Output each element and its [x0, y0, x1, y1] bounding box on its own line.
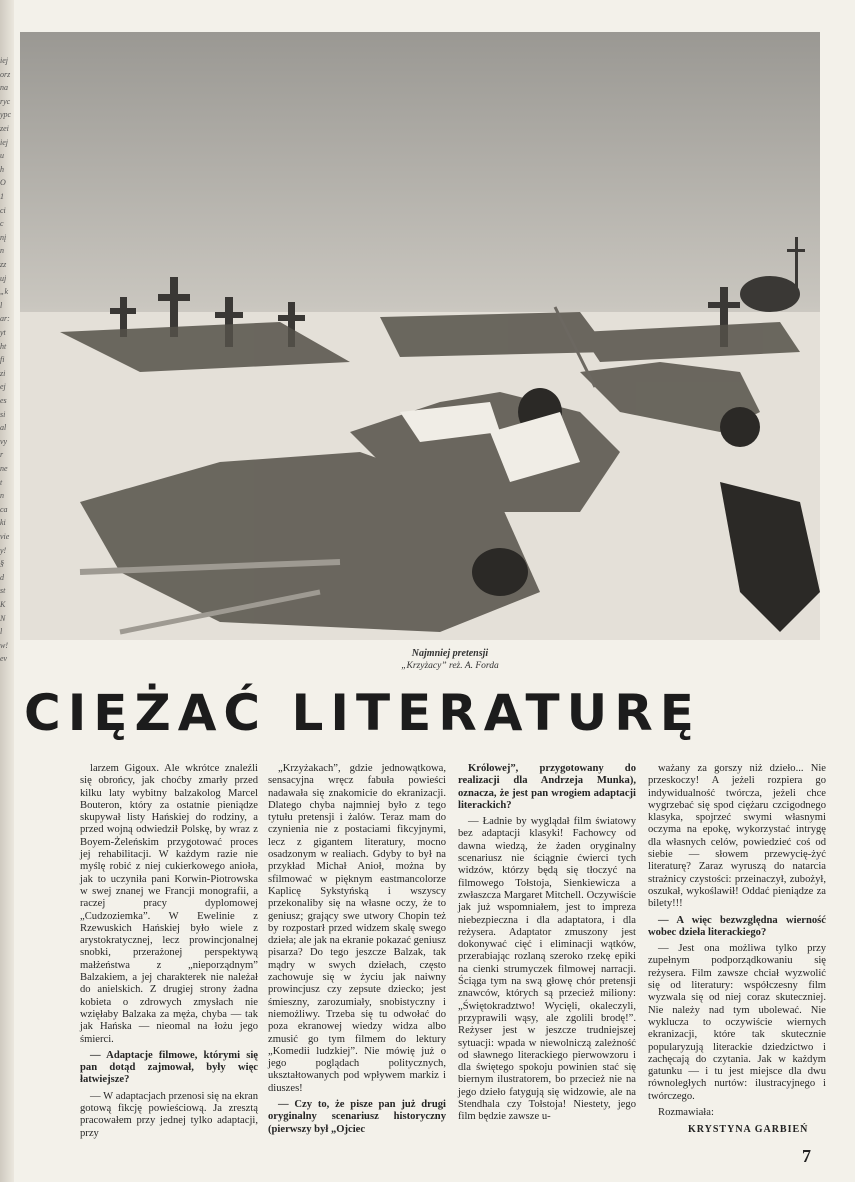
photo-caption-title: Najmniej pretensji — [411, 648, 489, 659]
adjacent-page-fragment: O — [0, 178, 6, 188]
adjacent-page-fragment: n — [0, 491, 4, 501]
article-column-3 — [458, 763, 636, 1128]
article-column-2 — [268, 763, 446, 1140]
adjacent-page-fragment: yt — [0, 328, 6, 337]
adjacent-page-fragment: c — [0, 219, 4, 229]
adjacent-page-fragment: ar: — [0, 314, 10, 324]
adjacent-page-fragment: ht — [0, 341, 7, 351]
adjacent-page-fragment: uj — [0, 273, 7, 283]
adjacent-page-fragment: y! — [0, 545, 7, 555]
adjacent-page-fragment: zz — [0, 260, 7, 269]
adjacent-page-fragment: ki — [0, 518, 6, 528]
adjacent-page-fragment: st — [0, 586, 6, 596]
adjacent-page-fragment: nį — [0, 232, 7, 242]
article-paragraph: — Jest ona możliwa tylko przy zupełnym podporządkowaniu się reżysera. Film zawsze chciał wyzwolić się od literatury: współczesny film wyzwala się od niej coraz skuteczniej. Nie należy nad tym ubolewać. Nie wyklucza to oczywiście wiernych ekranizacji, które tak skutecznie popularyzują literackie dziedzictwo i zachęcają do czytania. Jak w każdym gatunku — i tu jest miejsce dla dwu równoległych nurtów: ilustracyjnego i twórczego. — [648, 943, 826, 1102]
adjacent-page-fragment: es — [0, 396, 7, 405]
adjacent-page-fragment: N — [0, 613, 6, 623]
article-paragraph: — W adaptacjach przenosi się na ekran gotową fikcję powieściową. Ja zresztą pracowałem przy jednej tylko adaptacji, przy — [80, 1090, 258, 1139]
adjacent-page-fragment: ypc — [0, 110, 12, 120]
adjacent-page-fragment: t — [0, 477, 3, 487]
adjacent-page-fragment: vy — [0, 436, 8, 446]
adjacent-page-fragment: zei — [0, 124, 9, 133]
adjacent-page-fragment: n — [0, 246, 4, 256]
adjacent-page-fragment: r — [0, 450, 4, 460]
film-still-photo — [20, 32, 820, 640]
interview-question: — Adaptacje filmowe, którymi się pan dotąd zajmował, były więc łatwiejsze? — [80, 1049, 258, 1086]
article-paragraph: ważany za gorszy niż dzieło... Nie przeskoczy! A jeżeli rozpiera go indywidualność twórcza, jeżeli chce wygrzebać się spod ciężaru czcigodnego klasyka, spojrzeć swymi własnymi oczyma na epokę, wykorzystać intrygę dla własnych celów, powiedzieć coś od siebie — słowem przewycię-żyć literaturę? Zaraz wyruszą do natarcia strażnicy czystości: przeinaczył, zubożył, oszukał, wykoślawił! Oddać pieniądze za bilety!!! — [648, 763, 826, 910]
adjacent-page-fragment: iej — [0, 137, 8, 147]
adjacent-page-fragment: iej — [0, 56, 8, 65]
adjacent-page-fragment: d — [0, 572, 4, 582]
adjacent-page-fragment: „k — [0, 287, 8, 297]
adjacent-page-fragment: h — [0, 164, 4, 174]
adjacent-page-fragment: ev — [0, 654, 8, 664]
adjacent-page-fragment: K — [0, 600, 6, 609]
adjacent-page-fragment: l — [0, 627, 3, 637]
article-paragraph: — Ładnie by wyglądał film światowy bez adaptacji klasyki! Fachowcy od dawna wiedzą, że żaden oryginalny scenariusz nie ściągnie ćwierci tych widzów, którzy będą się tłoczyć na filmowego Tołstoja, Sienkiewicza a zwłaszcza Margaret Mitchell. Oczywiście jak już wspomniałem, jest to impreza niebezpieczna i dla adaptatora, i dla reżysera. Adaptator zmuszony jest dokonywać cięć i eliminacji wątków, przerabiając rozlaną szeroko rzekę epiki na cienki strumyczek filmowej narracji. Ściąga tym na swą głowę chór pretensji znawców, których są przecież miliony: „Świętokradztwo! Wycięli, okaleczyli, przyprawili wąsy, ale zgolili brodę!”. Reżyser jest w jeszcze trudniejszej sytuacji: wpada w niewolniczą zależność od sławnego literackiego pierwowzoru i dla świętego spokoju powinien stać się biernym ilustratorem, bo przecież nie na jego dzieło fatygują się widzowie, ale na Stendhala czy Tołstoja! Niestety, jego film będzie zawsze u- — [458, 816, 636, 1123]
page-number: 7 — [802, 1146, 811, 1166]
adjacent-page-fragment: ca — [0, 504, 8, 514]
adjacent-page-fragment: w! — [0, 640, 8, 650]
adjacent-page-fragment: u — [0, 151, 4, 161]
adjacent-page-fragment: na — [0, 83, 8, 93]
adjacent-page-fragment: fi — [0, 355, 5, 365]
adjacent-page-fragment: § — [0, 559, 4, 569]
adjacent-page-fragment: zi — [0, 368, 6, 378]
photo-caption-credit: „Krzyżacy” reż. A. Forda — [401, 661, 499, 671]
adjacent-page-fragment: ci — [0, 205, 6, 215]
interview-question: — Czy to, że pisze pan już drugi oryginalny scenariusz historyczny (pierwszy był „Ojciec — [268, 1099, 446, 1135]
article-column-4 — [648, 763, 826, 1123]
article-headline: CIĘŻAĆ LITERATURĘ — [24, 684, 701, 742]
article-column-1 — [80, 763, 258, 1144]
adjacent-page-fragment: l — [0, 300, 3, 310]
adjacent-page-fragment: ej — [0, 382, 6, 392]
author-byline: KRYSTYNA GARBIEŃ — [688, 1124, 809, 1135]
adjacent-page-fragment: ryc — [0, 96, 11, 106]
adjacent-page-fragment: ne — [0, 464, 8, 473]
article-paragraph: Rozmawiała: — [658, 1107, 714, 1119]
interview-question: — A więc bezwzględna wierność wobec dzieła literackiego? — [648, 914, 826, 938]
article-paragraph: larzem Gigoux. Ale wkrótce znaleźli się obrońcy, jak choćby zmarły przed kilku laty wybitny balzakolog Marcel Bouteron, który za ostatnie pieniądze skupywał listy Hańskiej do rodziny, a przed wojną odwiedził Polskę, by wraz z Boyem-Żeleńskim przygotować proces jej rehabilitacji. W każdym razie nie myślę robić z niej cukierkowego anioła, jak to uczyniła pani Korwin-Piotrowska w swej znanej we Francji monografii, a raczej pracy dyplomowej „Cudzoziemka”. W Ewelinie z Rzewuskich Hańskiej było wiele z arystokratycznej, lecz prowincjonalnej snobki, przerażonej perspektywą małżeństwa z „nieporządnym” Balzakiem, a jej charakterek nie należał do anielskich. Z drugiej strony żadna kobieta o zdrowych zmysłach nie wzięłaby Balzaka za męża, chyba — tak jak Hańska — nieomal na łożu jego śmierci. — [80, 763, 258, 1045]
adjacent-page-fragment: vie — [0, 532, 10, 541]
adjacent-page-fragment: al — [0, 423, 7, 433]
adjacent-page-fragment: si — [0, 409, 6, 419]
adjacent-page-fragment: 1 — [0, 192, 4, 201]
article-paragraph: „Krzyżakach”, gdzie jednowątkowa, sensacyjna wręcz fabuła powieści nadawała się znakomicie do ekranizacji. Dlatego chyba najmniej było z tego tytułu pretensji i żalów. Teraz mam do czynienia nie z postaciami fikcyjnymi, lecz z gigantem literatury, mocno osadzonym w realiach. Gdyby to był na przykład Michał Anioł, można by sfilmować w pięknym eastmancolorze Kaplicę Sykstyńską i wszyscy przekonaliby się na własne oczy, że to geniusz; grający swe utwory Chopin też by rozpostarł przed widzem skalę swego dzieła; ale jak na ekranie pokazać geniusz pisarza? Do tego jeszcze Balzak, tak mądry w swych dziełach, często zachowuje się w życiu jak naiwny prowincjusz czy zepsute dziecko; jest śmieszny, zarozumiały, snobistyczny i niemożliwy. Trzeba się tu odwołać do poza ekranowej wiedzy widza albo zmusić go tym filmem do lektury „Komedii ludzkiej”. Nie mówię już o jego poglądach politycznych, ukształtowanych pod wpływem markiz i diuszes! — [268, 763, 446, 1094]
photo-illustration — [20, 32, 820, 640]
adjacent-page-fragment: orz — [0, 69, 11, 79]
interview-question: Królowej”, przygotowany do realizacji dla Andrzeja Munka), oznacza, że jest pan wrogiem adaptacji literackich? — [458, 763, 636, 811]
